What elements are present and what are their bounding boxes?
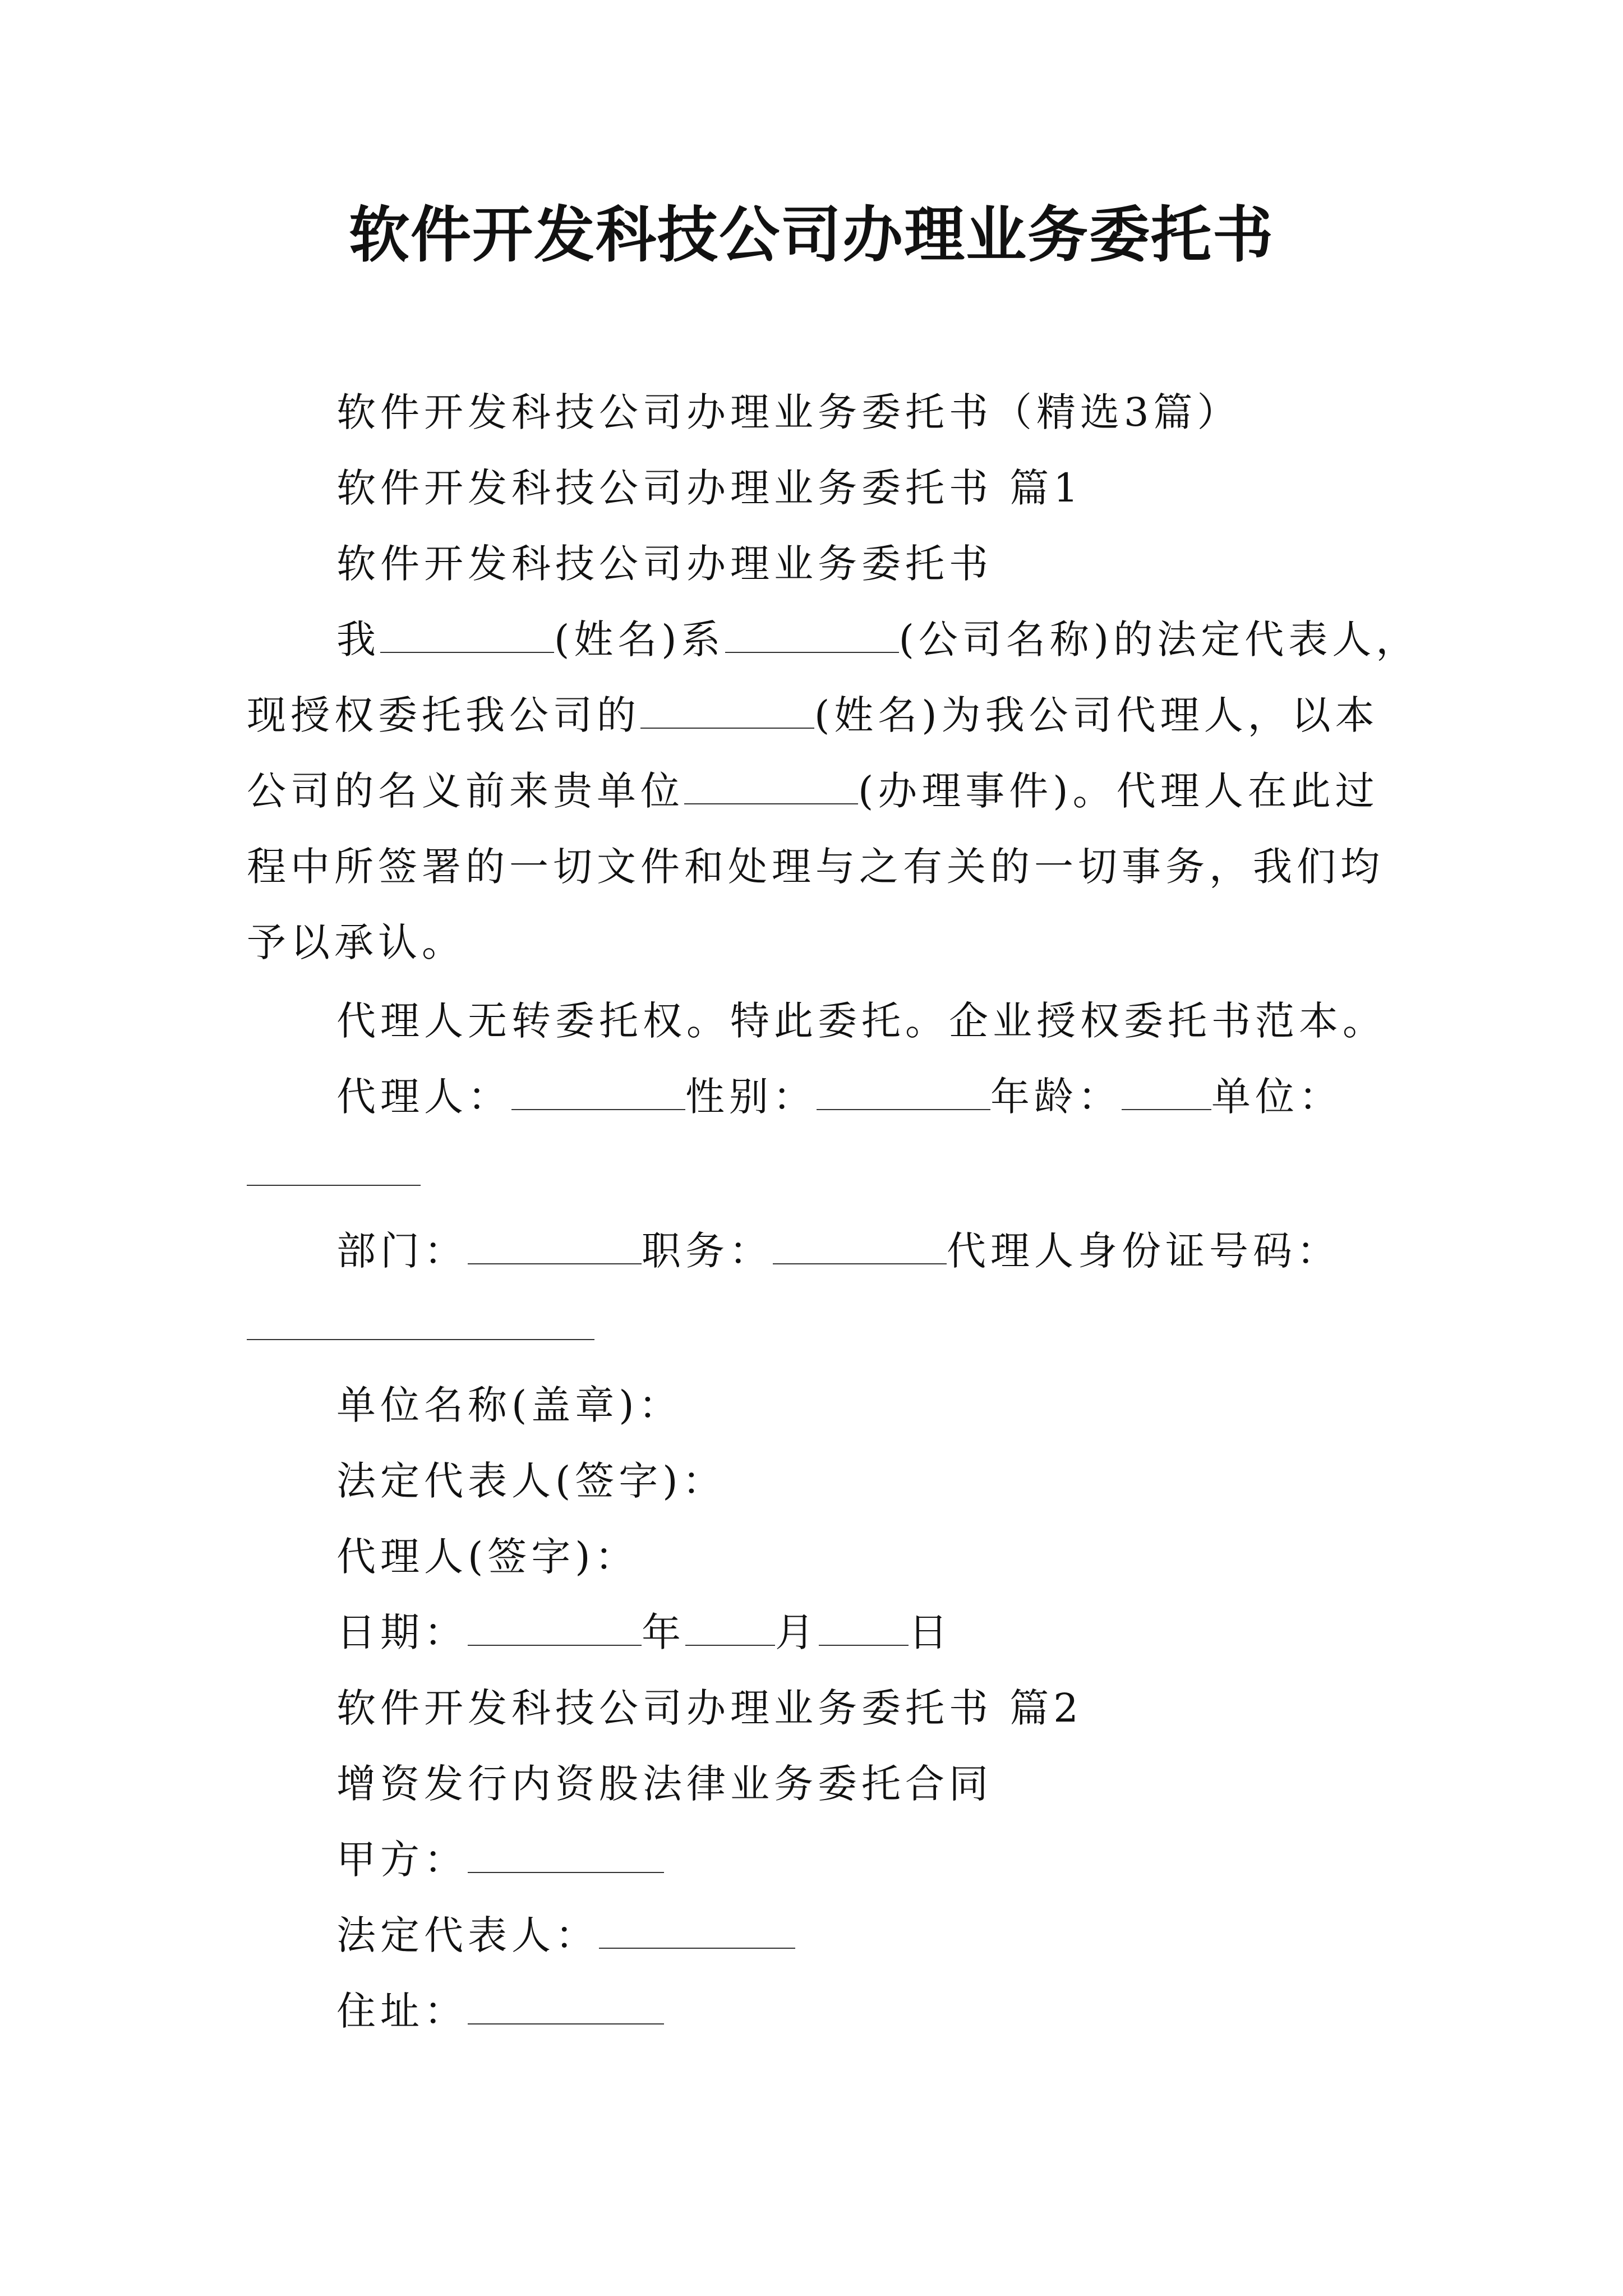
agent-info-line xyxy=(336,1071,1343,1122)
label: 日 xyxy=(909,1609,952,1655)
section-heading-1: 软件开发科技公司办理业务委托书 篇1 xyxy=(336,465,1083,511)
label: 月 xyxy=(775,1609,819,1655)
paragraph-line: 予以承认。 xyxy=(247,919,465,965)
month-blank[interactable] xyxy=(685,1612,775,1646)
party-a-line xyxy=(336,1834,664,1885)
label: 法定代表人： xyxy=(336,1912,599,1958)
section-heading-2: 软件开发科技公司办理业务委托书 篇2 xyxy=(336,1685,1083,1731)
unit-blank-line xyxy=(247,1147,421,1198)
matter-blank[interactable] xyxy=(684,771,858,804)
position-blank[interactable] xyxy=(773,1231,947,1264)
text: 现授权委托我公司的 xyxy=(247,692,640,738)
label: 单位： xyxy=(1211,1074,1343,1120)
signature-line: 单位名称(盖章)： xyxy=(336,1382,683,1428)
party-a-blank[interactable] xyxy=(468,1839,664,1873)
paragraph-line xyxy=(247,690,1379,740)
year-blank[interactable] xyxy=(468,1612,642,1646)
text: (公司名称)的法定代表人， xyxy=(898,616,1420,662)
signature-line: 法定代表人(签字)： xyxy=(336,1458,726,1504)
label: 代理人身份证号码： xyxy=(947,1228,1340,1274)
text: 我 xyxy=(336,616,380,662)
agent-name-blank[interactable] xyxy=(640,695,814,729)
paragraph-line xyxy=(247,766,1379,816)
unit-blank[interactable] xyxy=(247,1152,421,1186)
label: 日期： xyxy=(336,1609,468,1655)
age-blank[interactable] xyxy=(1122,1076,1211,1110)
label: 住址： xyxy=(336,1988,468,2034)
legal-rep-line xyxy=(336,1910,795,1961)
label: 年龄： xyxy=(990,1074,1122,1120)
contract-title: 增资发行内资股法律业务委托合同 xyxy=(336,1761,993,1807)
dept-info-line xyxy=(336,1226,1340,1276)
legal-rep-blank[interactable] xyxy=(599,1915,795,1949)
label: 甲方： xyxy=(336,1837,468,1883)
label: 性别： xyxy=(685,1074,817,1120)
document-title: 软件开发科技公司办理业务委托书 xyxy=(348,200,1274,270)
name-blank[interactable] xyxy=(380,619,554,653)
label: 年 xyxy=(642,1609,685,1655)
intro-heading: 软件开发科技公司办理业务委托书（精选3篇） xyxy=(336,389,1241,435)
agent-blank[interactable] xyxy=(511,1076,685,1110)
address-blank[interactable] xyxy=(468,1991,664,2024)
label: 部门： xyxy=(336,1228,468,1274)
text: (姓名)系 xyxy=(554,616,725,662)
address-line xyxy=(336,1986,664,2036)
dept-blank[interactable] xyxy=(468,1231,642,1264)
paragraph-line: 程中所签署的一切文件和处理与之有关的一切事务，我们均 xyxy=(247,844,1384,890)
paragraph-line: 代理人无转委托权。特此委托。企业授权委托书范本。 xyxy=(336,998,1386,1044)
id-number-blank[interactable] xyxy=(247,1306,594,1340)
label: 代理人： xyxy=(336,1074,511,1120)
day-blank[interactable] xyxy=(819,1612,909,1646)
gender-blank[interactable] xyxy=(817,1076,990,1110)
paragraph-line xyxy=(336,614,1419,665)
date-line xyxy=(336,1607,952,1658)
letter-title: 软件开发科技公司办理业务委托书 xyxy=(336,541,993,587)
text: 公司的名义前来贵单位 xyxy=(247,768,684,814)
id-blank-line xyxy=(247,1301,594,1352)
signature-line: 代理人(签字)： xyxy=(336,1534,639,1580)
company-blank[interactable] xyxy=(725,619,899,653)
text: (办理事件)。代理人在此过 xyxy=(858,768,1379,814)
label: 职务： xyxy=(642,1228,773,1274)
text: (姓名)为我公司代理人，以本 xyxy=(814,692,1379,738)
